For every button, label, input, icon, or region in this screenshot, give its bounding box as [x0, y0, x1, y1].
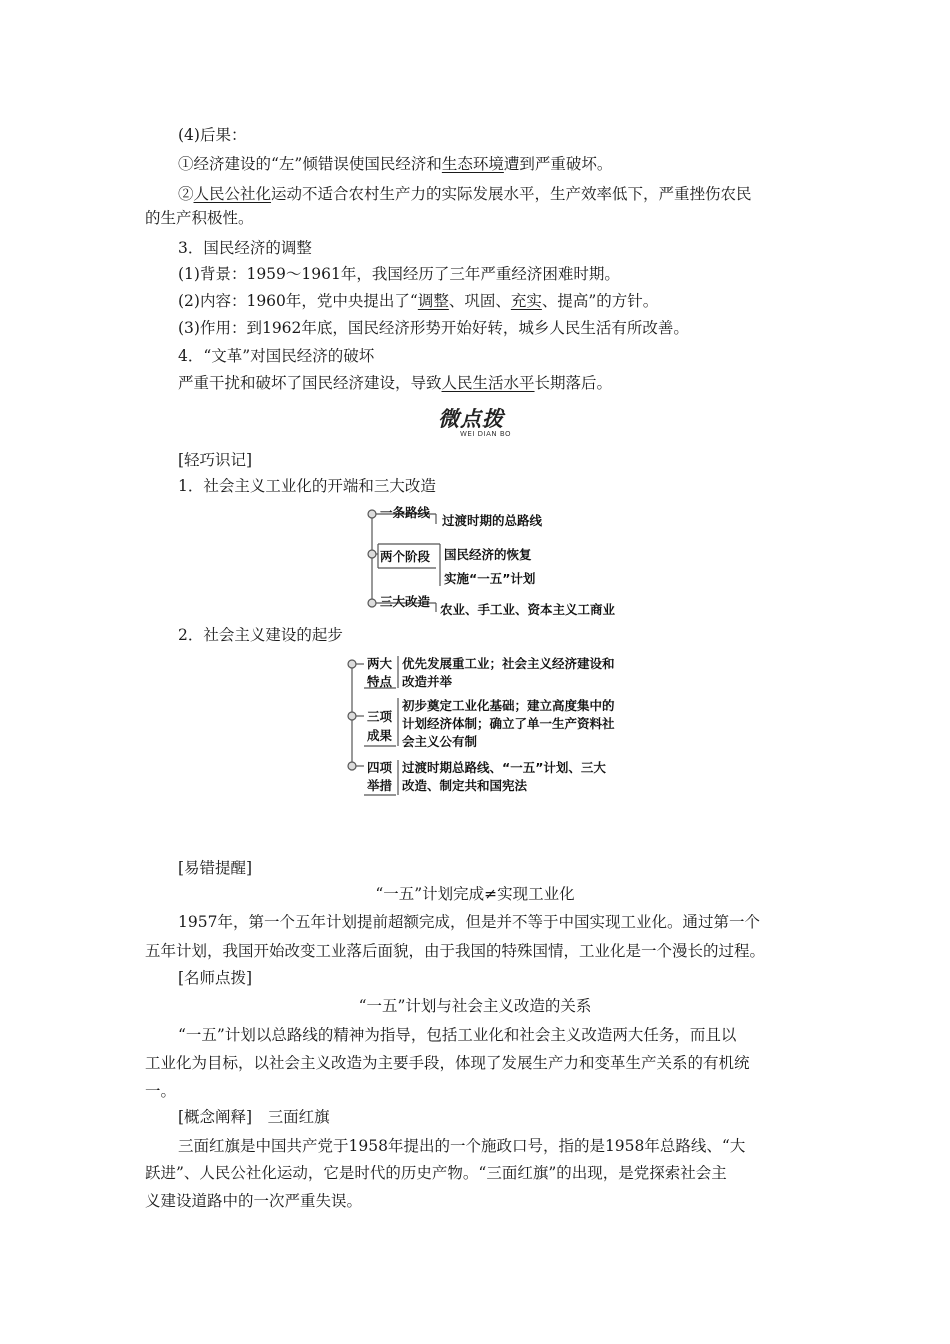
d2-node-2-label-1: 三项 [367, 709, 393, 724]
d1-node-3-label: 三大改造 [380, 594, 431, 609]
consequence-paragraph-2 [178, 184, 752, 204]
d1-node-2-text-2: 实施“一五”计划 [444, 571, 536, 586]
teacher-label: [名师点拨] [178, 969, 253, 987]
text: (2)内容：1960年，党中央提出了“ [178, 292, 418, 310]
mistake-line-1: 1957年，第一个五年计划提前超额完成，但是并不等于中国实现工业化。通过第一个 [178, 913, 760, 931]
d1-node-2-text-1: 国民经济的恢复 [444, 547, 532, 562]
text: 、巩固、 [448, 292, 511, 310]
text: 严重干扰和破坏了国民经济建设，导致 [178, 374, 442, 392]
d2-node-3-label-2: 举措 [367, 778, 393, 793]
d2-node-1-text-2: 改造并举 [402, 674, 453, 689]
underlined-term: 生态环境 [441, 155, 504, 173]
consequence-paragraph-1 [178, 154, 612, 174]
adjustment-effect: (3)作用：到1962年底，国民经济形势开始好转，城乡人民生活有所改善。 [178, 319, 689, 337]
consequence-paragraph-2-cont: 的生产积极性。 [145, 209, 254, 227]
logo-subtitle: WEI DIAN BO [460, 430, 512, 438]
mistake-label: [易错提醒] [178, 859, 253, 877]
underlined-term: 人民公社化 [193, 185, 272, 203]
concept-line-3: 义建设道路中的一次严重失误。 [145, 1192, 363, 1210]
concept-label: [概念阐释] 三面红旗 [178, 1108, 330, 1126]
d2-node-1-text-1: 优先发展重工业；社会主义经济建设和 [402, 656, 615, 671]
d2-node-3-label-1: 四项 [367, 760, 393, 775]
mistake-title: “一五”计划完成≠实现工业化 [375, 885, 575, 903]
d2-node-1-label-2: 特点 [367, 674, 393, 689]
teacher-title: “一五”计划与社会主义改造的关系 [358, 997, 592, 1015]
teacher-line-1: “一五”计划以总路线的精神为指导，包括工业化和社会主义改造两大任务，而且以 [178, 1026, 737, 1044]
d2-node-2-label-2: 成果 [367, 728, 393, 743]
cultural-revolution-heading: 4．“文革”对国民经济的破坏 [178, 347, 375, 365]
d2-node-2-text-2: 计划经济体制；确立了单一生产资料社 [402, 716, 615, 731]
text: 、提高”的方针。 [541, 292, 659, 310]
tips-label: [轻巧识记] [178, 451, 253, 469]
tips-item-1: 1．社会主义工业化的开端和三大改造 [178, 477, 436, 495]
diagram-industrialization [360, 500, 660, 625]
adjustment-heading: 3．国民经济的调整 [178, 239, 312, 257]
d2-node-1-label-1: 两大 [367, 656, 393, 671]
text: ② [178, 185, 194, 203]
d1-node-1-label: 一条路线 [380, 505, 431, 520]
mistake-line-2: 五年计划，我国开始改变工业落后面貌，由于我国的特殊国情，工业化是一个漫长的过程。 [145, 942, 766, 960]
underlined-term: 调整 [417, 292, 449, 310]
text: 长期落后。 [534, 374, 613, 392]
consequence-heading: (4)后果： [178, 126, 247, 144]
d2-node-2-text-1: 初步奠定工业化基础；建立高度集中的 [402, 698, 615, 713]
concept-line-2: 跃进”、人民公社化运动，它是时代的历史产物。“三面红旗”的出现，是党探索社会主 [145, 1164, 727, 1182]
d1-node-3-text: 农业、手工业、资本主义工商业 [440, 602, 616, 617]
d1-node-1-text: 过渡时期的总路线 [442, 513, 543, 528]
d2-node-3-text-2: 改造、制定共和国宪法 [402, 778, 528, 793]
tips-item-2: 2．社会主义建设的起步 [178, 626, 343, 644]
text: 运动不适合农村生产力的实际发展水平，生产效率低下，严重挫伤农民 [271, 185, 752, 203]
text: 遭到严重破坏。 [503, 155, 613, 173]
d2-node-3-text-1: 过渡时期总路线、“一五”计划、三大 [402, 760, 606, 775]
adjustment-background: (1)背景：1959～1961年，我国经历了三年严重经济困难时期。 [178, 265, 620, 283]
wei-dian-bo-logo [438, 403, 534, 441]
d1-node-2-label: 两个阶段 [380, 549, 431, 564]
cultural-revolution-text [178, 373, 612, 393]
adjustment-content [178, 291, 658, 311]
logo-title: 微点拨 [438, 406, 504, 431]
teacher-line-2: 工业化为目标，以社会主义改造为主要手段，体现了发展生产力和变革生产关系的有机统 [145, 1054, 750, 1072]
teacher-line-3: 一。 [145, 1082, 177, 1100]
concept-line-1: 三面红旗是中国共产党于1958年提出的一个施政口号，指的是1958年总路线、“大 [178, 1137, 746, 1155]
underlined-term: 充实 [510, 292, 542, 310]
diagram-construction [340, 652, 650, 802]
text: ①经济建设的“左”倾错误使国民经济和 [178, 155, 442, 173]
d2-node-2-text-3: 会主义公有制 [402, 734, 478, 749]
underlined-term: 人民生活水平 [441, 374, 535, 392]
